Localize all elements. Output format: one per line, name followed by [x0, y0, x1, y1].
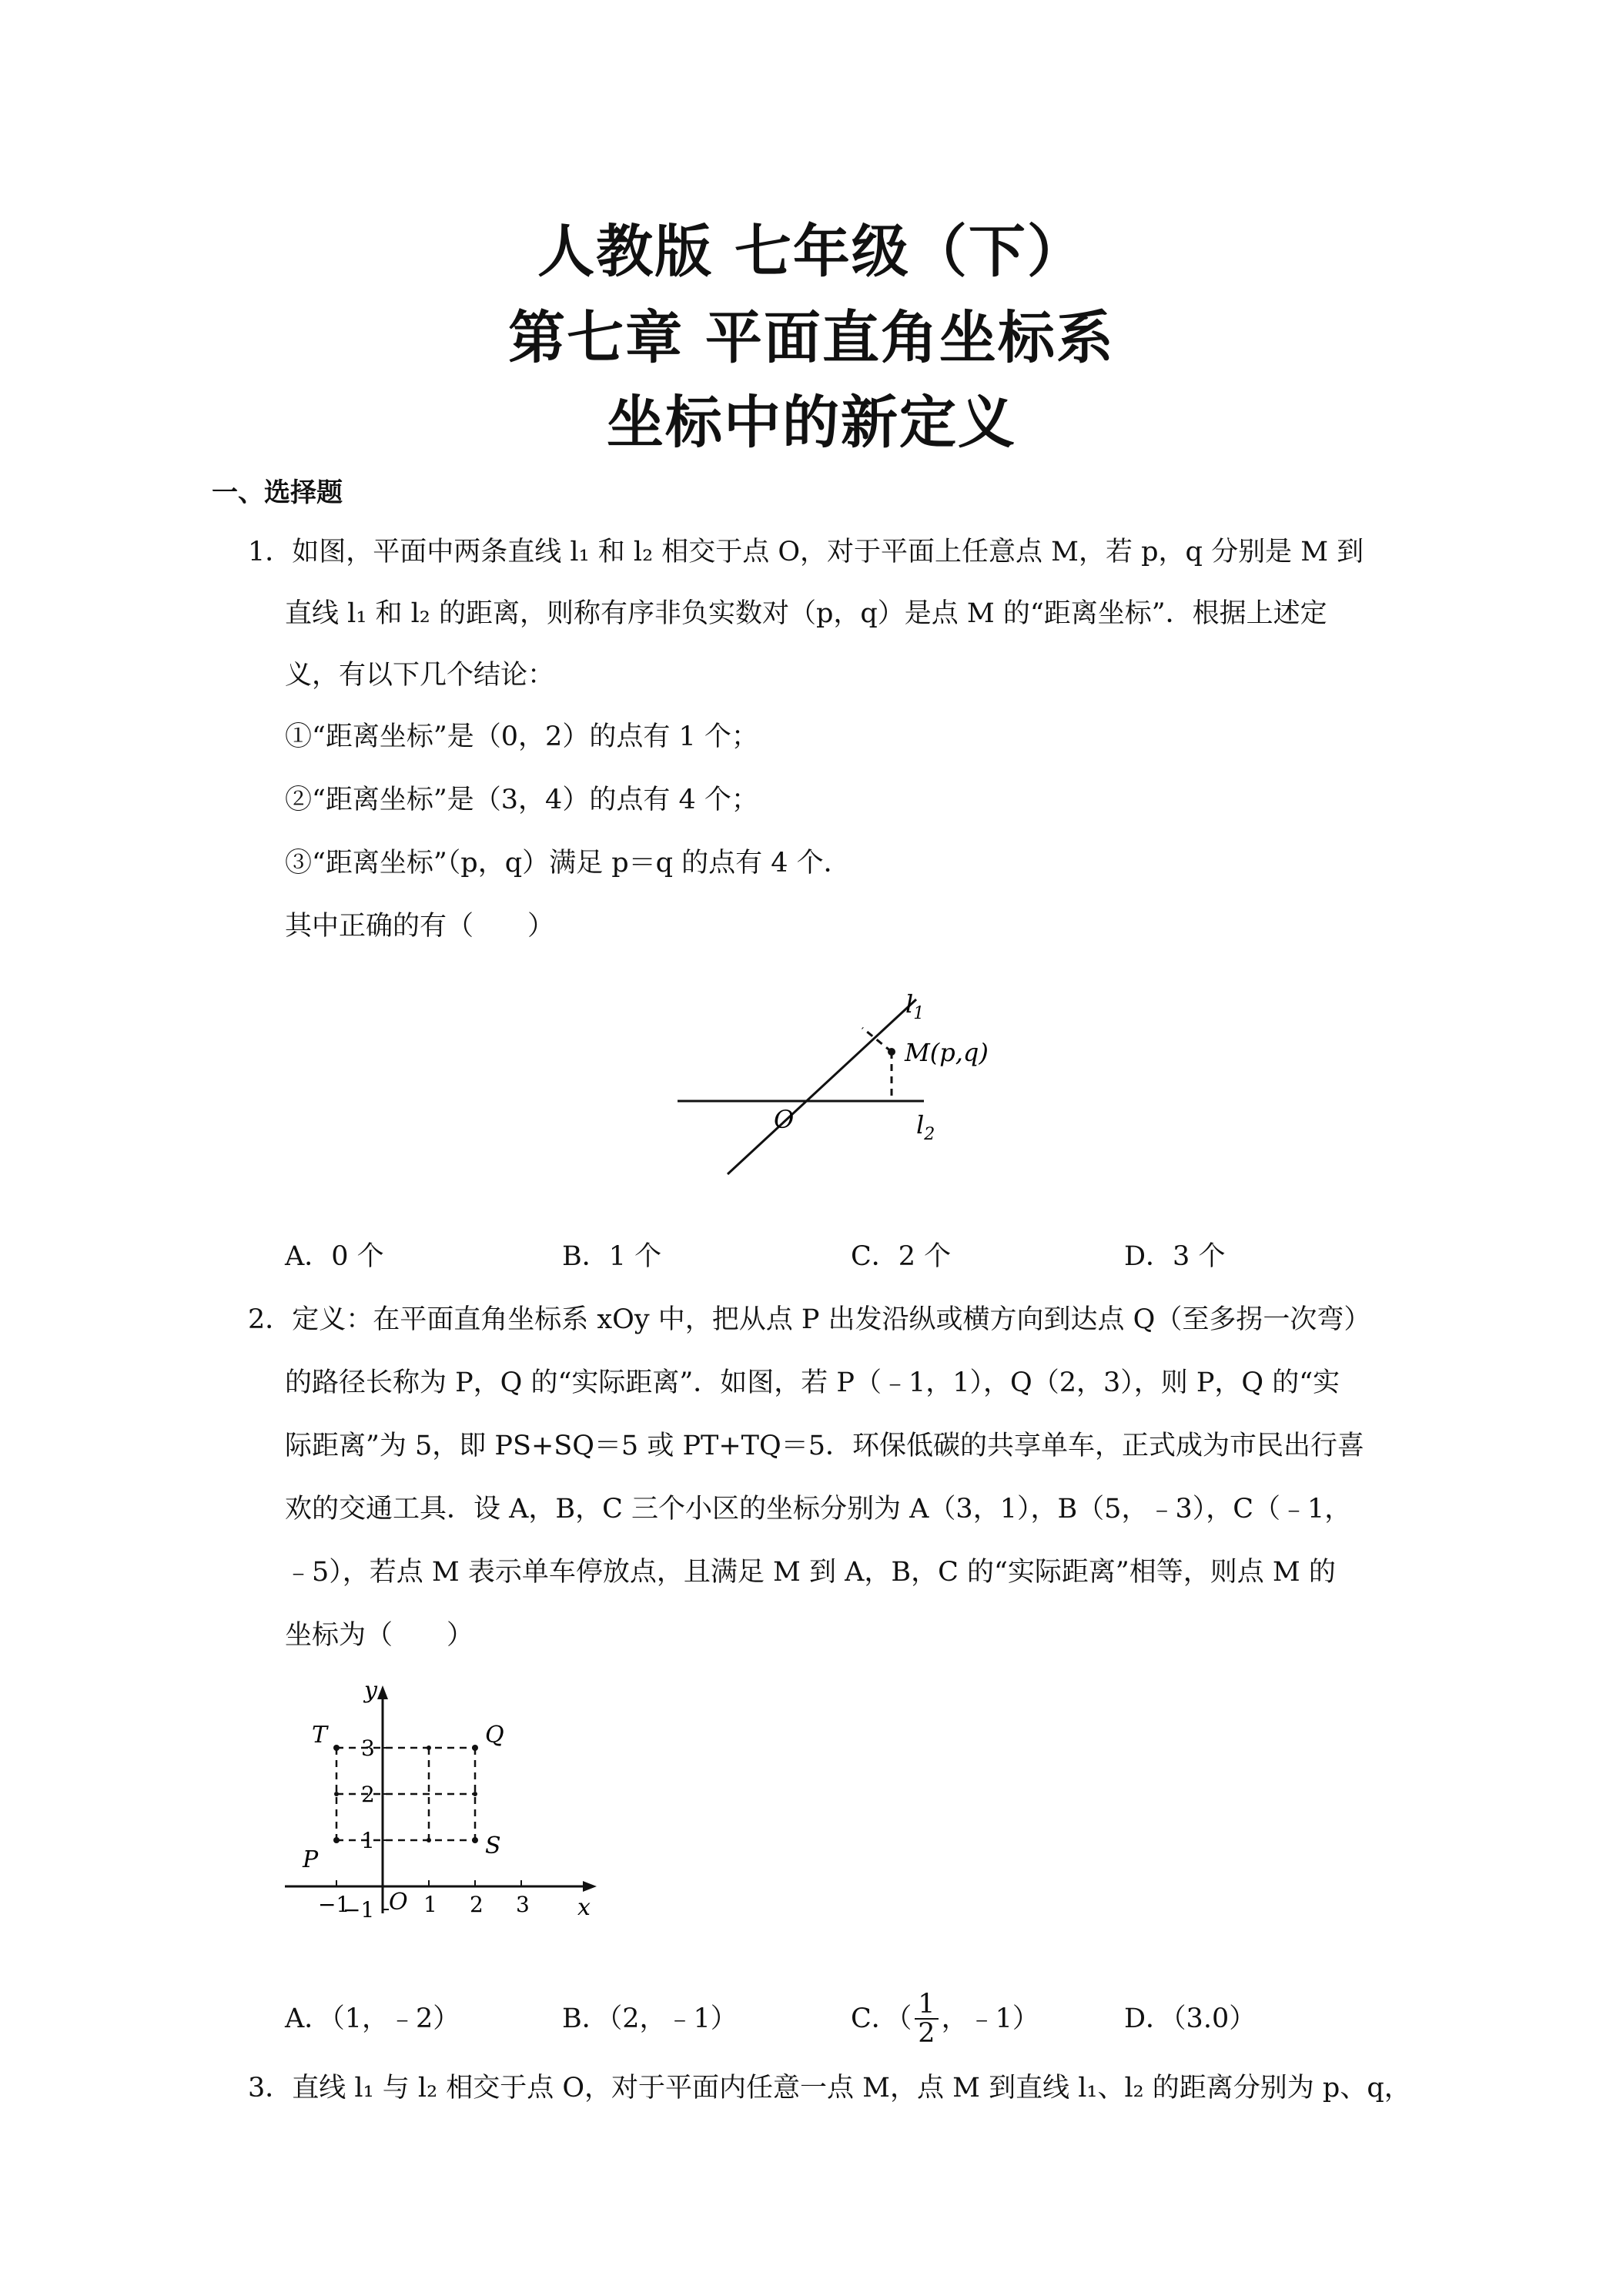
label-s: S: [485, 1832, 501, 1859]
section-title: 一、选择题: [212, 477, 343, 508]
q2-option-a[interactable]: A．（1，﹣2）: [285, 2003, 460, 2034]
tick-x2: 2: [470, 1892, 484, 1917]
q2-option-c-prefix: C．（: [851, 2003, 912, 2034]
q1-line-3: 义，有以下几个结论：: [285, 660, 555, 691]
label-m: M(p,q): [905, 1038, 989, 1067]
label-x: x: [577, 1894, 591, 1921]
label-l2: $l_2$: [916, 1110, 935, 1144]
label-p: P: [303, 1846, 319, 1873]
q1-figure-distance-coordinates: [670, 986, 1024, 1193]
q3-line-1: 3．直线 l₁ 与 l₂ 相交于点 O，对于平面内任意一点 M，点 M 到直线 l₁、l₂ 的距离分别为 p、q，: [248, 2073, 1411, 2104]
q2-line-3: 际距离”为 5，即 PS+SQ＝5 或 PT+TQ＝5．环保低碳的共享单车，正式成为市民出行喜: [285, 1431, 1364, 1461]
label-q: Q: [485, 1722, 504, 1749]
q1-option-c[interactable]: C．2 个: [851, 1241, 952, 1272]
q1-option-b[interactable]: B．1 个: [562, 1241, 662, 1272]
q1-statement-3: ③“距离坐标”（p，q）满足 p＝q 的点有 4 个．: [285, 848, 851, 879]
x-axis-arrow: [583, 1881, 597, 1892]
point-q: [472, 1745, 478, 1751]
q1-line-1: 1．如图，平面中两条直线 l₁ 和 l₂ 相交于点 O，对于平面上任意点 M，若 p，q 分别是 M 到: [248, 537, 1364, 567]
fraction-numerator: 1: [915, 1990, 938, 2020]
tick-y3: 3: [361, 1735, 375, 1761]
tick-y1: 1: [361, 1828, 375, 1853]
q2-option-d[interactable]: D．（3.0）: [1124, 2003, 1257, 2034]
label-o: O: [774, 1105, 795, 1134]
q2-option-b[interactable]: B．（2，﹣1）: [562, 2003, 738, 2034]
tick-yn1: −1: [343, 1897, 375, 1923]
label-y: y: [364, 1677, 377, 1704]
line-l1: [728, 999, 916, 1174]
q2-option-c-fraction: [915, 1990, 938, 2047]
label-origin: O: [389, 1889, 408, 1916]
fraction-denominator: 2: [918, 2018, 935, 2049]
q2-option-c-suffix: ，﹣1）: [941, 2003, 1039, 2034]
point-p: [333, 1837, 340, 1843]
q2-figure-actual-distance: [281, 1675, 604, 1929]
tick-xn1: −1: [318, 1892, 350, 1917]
q1-option-a[interactable]: A．0 个: [285, 1241, 384, 1272]
label-l1: $l_1$: [905, 989, 925, 1023]
title-textbook: 人教版 七年级（下）: [537, 219, 1086, 285]
q2-option-c[interactable]: [851, 1985, 1039, 2053]
q1-question: 其中正确的有（ ）: [285, 911, 555, 942]
q1-line-2: 直线 l₁ 和 l₂ 的距离，则称有序非负实数对（p，q）是点 M 的“距离坐标”．根据上述定: [285, 598, 1327, 629]
point-t: [333, 1745, 340, 1751]
q1-statement-2: ②“距离坐标”是（3，4）的点有 4 个；: [285, 785, 758, 815]
tick-x1: 1: [423, 1892, 437, 1917]
q2-line-5: ﹣5），若点 M 表示单车停放点，且满足 M 到 A，B，C 的“实际距离”相等，则点 M 的: [285, 1557, 1336, 1588]
label-t: T: [312, 1722, 328, 1749]
q1-statement-1: ①“距离坐标”是（0，2）的点有 1 个；: [285, 721, 758, 752]
q2-line-2: 的路径长称为 P，Q 的“实际距离”．如图，若 P（﹣1，1），Q（2，3），则 P，Q 的“实: [285, 1367, 1340, 1398]
title-topic: 坐标中的新定义: [607, 390, 1016, 456]
title-chapter: 第七章 平面直角坐标系: [508, 305, 1115, 371]
point-s: [472, 1837, 478, 1843]
tick-x3: 3: [516, 1892, 530, 1917]
q1-option-d[interactable]: D．3 个: [1124, 1241, 1226, 1272]
y-axis-arrow: [377, 1685, 388, 1699]
tick-y2: 2: [361, 1782, 375, 1807]
point-m: [888, 1048, 895, 1056]
q2-line-6: 坐标为（ ）: [285, 1620, 474, 1651]
q2-line-4: 欢的交通工具．设 A，B，C 三个小区的坐标分别为 A（3，1），B（5，﹣3），C（﹣1，: [285, 1494, 1352, 1525]
perpendicular-to-l1: [862, 1028, 892, 1052]
q2-line-1: 2．定义：在平面直角坐标系 xOy 中，把从点 P 出发沿纵或横方向到达点 Q（至多拐一次弯）: [248, 1304, 1371, 1335]
